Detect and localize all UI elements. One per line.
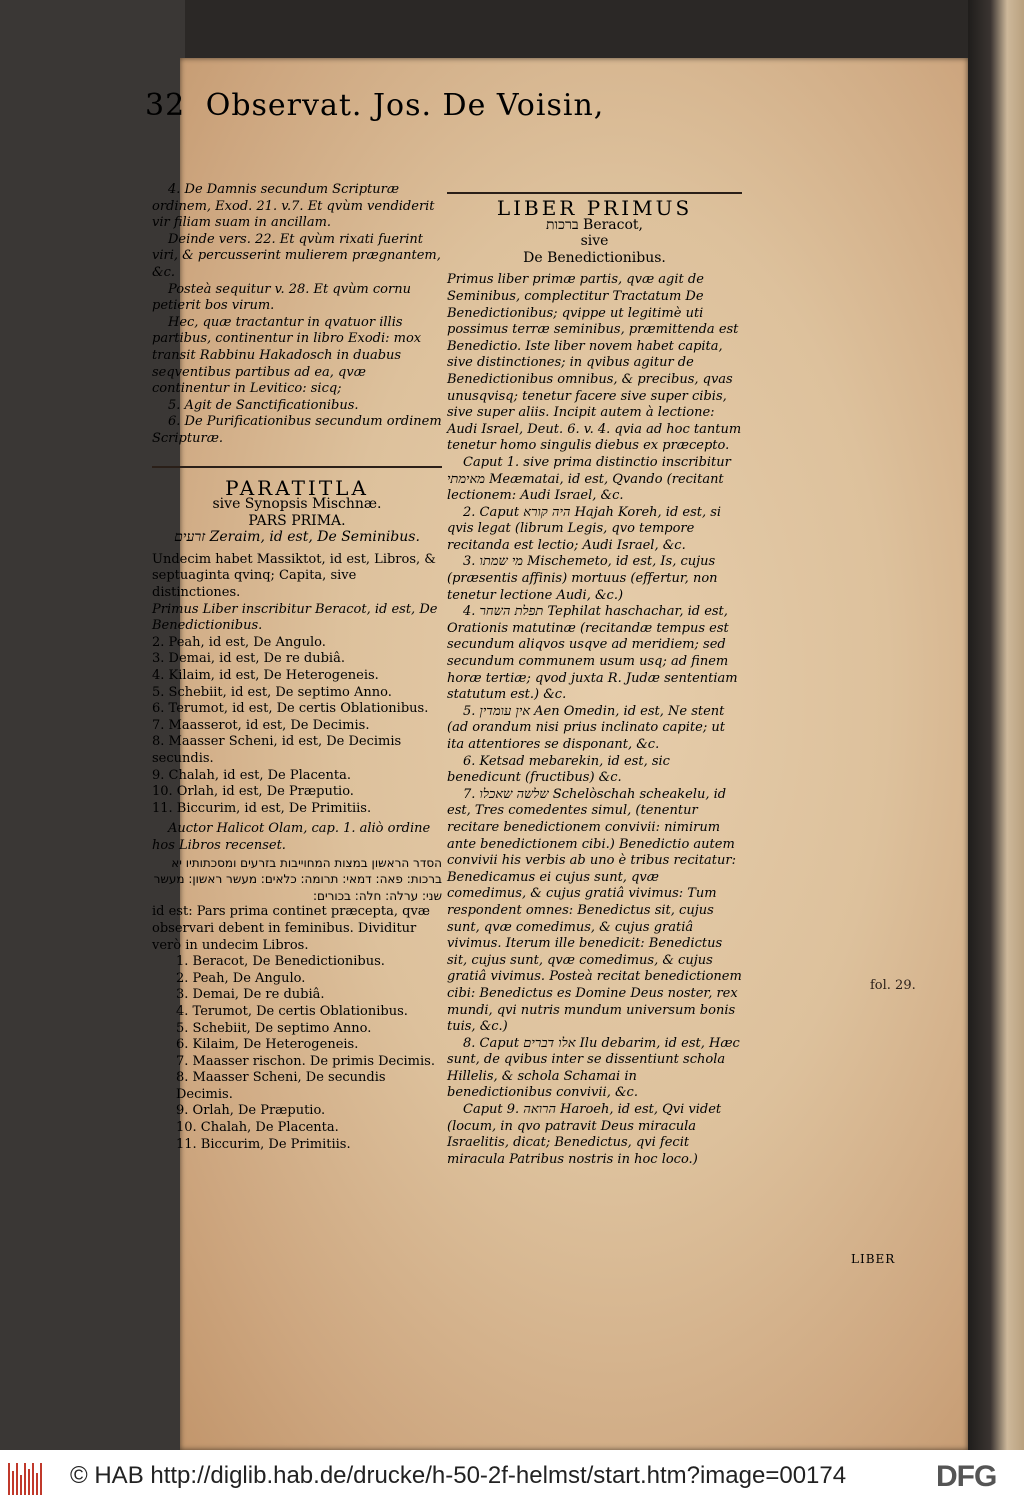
section-subtitle: sive Synopsis Mischnæ. [212, 496, 382, 513]
liber-sive: sive [580, 233, 609, 250]
list-item: 9. Orlah, De Præputio. [176, 1103, 326, 1119]
liber-title: LIBER PRIMUS [496, 196, 693, 220]
list-item: 1. Beracot, De Benedictionibus. [176, 954, 385, 970]
barcode-icon [8, 1463, 46, 1495]
intro-line: Hec, quæ tractantur in qvatuor illis partibus, continentur in libro Exodi: mox transit Rabbinu Hakadosch in duabus seqventibus partibus ad ea, qvæ continentur in Levitico: sicq; [152, 314, 422, 397]
list-item: 3. Demai, De re dubiâ. [176, 987, 325, 1003]
intro-line: Posteà sequitur v. 28. Et qvùm cornu petierit bos virum. [152, 281, 411, 314]
book-list-2 [152, 954, 442, 1153]
book-list-1 [152, 635, 442, 818]
list-item: 7. Maasserot, id est, De Decimis. [152, 717, 370, 733]
intro-line: Deinde vers. 22. Et qvùm rixati fuerint viri, & percusserint mulierem prægnantem, &c. [152, 231, 441, 280]
section-part: PARS PRIMA. [248, 512, 346, 529]
catchword: LIBER [851, 1252, 896, 1266]
left-column [152, 120, 442, 1153]
list-item: 3. Demai, id est, De re dubiâ. [152, 651, 345, 667]
paragraph: 8. Caput אלו דברים Ilu debarim, id est, Hæc sunt, de qvibus inter se dissentiunt schola Hillelis, & schola Schamai in benedictionibus convivii, &c. [447, 1035, 740, 1101]
paragraph: Primus liber primæ partis, qvæ agit de Seminibus, complectitur Tractatum De Benedictionibus; qvippe ut legitimè uti possimus terræ seminibus, præmittenda est Benedictio. Iste liber novem habet capita, sive distinctiones; in qvibus agitur de Benedictionibus omnibus, & precibus, qvas unusqvisq; tenetur facere sive super cibis, sive super aliis. Incipit autem à lectione: Audi Israel, Deut. 6. v. 4. qvia ad hoc tantum tenetur homo singulis diebus ex præcepto. [447, 272, 742, 454]
liber-subtitle: De Benedictionibus. [523, 249, 666, 266]
list-item: 2. Peah, De Angulo. [176, 970, 306, 986]
paragraph: 3. מי שמתו Mischemeto, id est, Is, cujus (præsentis affinis) mortuus (effertur, non tenetur lectione Audi, &c.) [447, 554, 718, 603]
column-rule [447, 192, 742, 194]
list-item: 10. Orlah, id est, De Præputio. [152, 784, 354, 800]
paragraph: Caput 1. sive prima distinctio inscribitur מאימתי Meæmatai, id est, Qvando (recitant lectionem: Audi Israel, &c. [447, 454, 731, 504]
page-header [145, 88, 604, 123]
section-hebrew: זרעים Zeraim, id est, De Seminibus. [174, 529, 420, 546]
list-item: 4. Kilaim, id est, De Heterogeneis. [152, 668, 379, 684]
intro-line: 4. De Damnis secundum Scripturæ ordinem, Exod. 21. v.7. Et qvùm vendiderit vir filiam suam in ancillam. [152, 182, 435, 231]
list-item: 9. Chalah, id est, De Placenta. [152, 767, 351, 783]
running-title: Observat. Jos. De Voisin, [205, 88, 605, 123]
list-item: 5. Schebiit, id est, De septimo Anno. [152, 684, 392, 700]
dfg-logo: DFG [936, 1460, 997, 1493]
paragraph: 7. שלשה שאכלו Schelòschah scheakelu, id est, Tres comedentes simul, (tenentur recitare benedictionem convivii: nimirum ante benedictionem cibi.) Benedictio autem convivii his verbis ab uno è tribus recitatur: Benedicamus ei cujus sunt, qvæ comedimus, & cujus gratiâ vivimus: Tum respondent omnes: Benedictus sit, cujus sunt, qvæ comedimus, & cujus gratiâ vivimus. Iterum ille benedicit: Benedictus sit, cujus sunt, qvæ comedimus, & cujus gratiâ vivimus. Posteà recitat benedictionem cibi: Benedictus es Domine Deus noster, rex mundi, qvi nutris mundum universum bonis tuis, &c.) [447, 786, 742, 1035]
author-note: Auctor Halicot Olam, cap. 1. aliò ordine hos Libros recenset. [152, 821, 431, 853]
list-item: 11. Biccurim, id est, De Primitiis. [152, 800, 372, 816]
first-book: Primus Liber inscribitur Beracot, id est, De Benedictionibus. [152, 601, 438, 634]
hebrew-translation: id est: Pars prima continet præcepta, qvæ observari debent in feminibus. Dividitur verò in undecim Libros. [152, 904, 431, 953]
section-title: PARATITLA [225, 475, 369, 500]
list-item: 10. Chalah, De Placenta. [176, 1120, 339, 1136]
paragraph: 5. אין עומדין Aen Omedin, id est, Ne stent (ad orandum nisi prius inclinato capite; ut ita attentiores se disponant, &c. [447, 703, 725, 752]
list-item: 8. Maasser Scheni, id est, De Decimis secundis. [152, 734, 402, 766]
paragraph: 6. Ketsad mebarekin, id est, sic benedicunt (fructibus) &c. [447, 753, 670, 786]
margin-note: fol. 29. [870, 978, 916, 993]
right-column [447, 120, 742, 1168]
section-rule [152, 466, 442, 468]
list-item: 4. Terumot, De certis Oblationibus. [176, 1003, 408, 1019]
liber-hebrew-title: ברכות Beracot, [545, 216, 643, 233]
intro-line: 6. De Purificationibus secundum ordinem Scripturæ. [152, 414, 442, 446]
footer-link[interactable]: © HAB http://diglib.hab.de/drucke/h-50-2f-helmst/start.htm?image=00174 [70, 1462, 847, 1489]
paragraph: 4. תפלת השחר Tephilat haschachar, id est, Orationis matutinæ (recitandæ tempus est secundum aliqvos usqve ad meridiem; sed secundum communem usum usq; ad finem horæ tertiæ; qvod juxta R. Judæ sententiam statutum est.) &c. [447, 604, 738, 703]
page-number: 32 [145, 88, 186, 123]
intro-line: 5. Agit de Sanctificationibus. [168, 397, 359, 413]
list-item: 8. Maasser Scheni, De secundis Decimis. [176, 1070, 386, 1102]
list-item: 5. Schebiit, De septimo Anno. [176, 1020, 372, 1036]
list-item: 7. Maasser rischon. De primis Decimis. [176, 1053, 435, 1069]
list-item: 2. Peah, id est, De Angulo. [152, 634, 326, 650]
list-item: 6. Terumot, id est, De certis Oblationibus. [152, 701, 429, 717]
paragraph: Caput 9. הרואה Haroeh, id est, Qvi videt (locum, in qvo patravit Deus miracula Israelitis, dicat; Benedictus, qvi fecit miracula Patribus nostris in hoc loco.) [447, 1102, 722, 1167]
opening-paragraph: Undecim habet Massiktot, id est, Libros, & septuaginta qvinq; Capita, sive distinctiones. [152, 551, 436, 601]
paragraph: 2. Caput היה קורא Hajah Koreh, id est, si qvis legat (librum Legis, qvo tempore recitanda est lectio; Audi Israel, &c. [447, 504, 722, 553]
list-item: 11. Biccurim, De Primitiis. [176, 1136, 351, 1152]
right-book-edge [968, 0, 1024, 1450]
list-item: 6. Kilaim, De Heterogeneis. [176, 1037, 359, 1053]
hebrew-block: הסדר הראשון במצות המחוייבות בזרעים ומסכתותיו יא ברכות: פאה: דמאי: תרומה: כלאים: מעשר ראשון: מעשר שני: ערלה: חלה: בכורים: [153, 855, 442, 903]
